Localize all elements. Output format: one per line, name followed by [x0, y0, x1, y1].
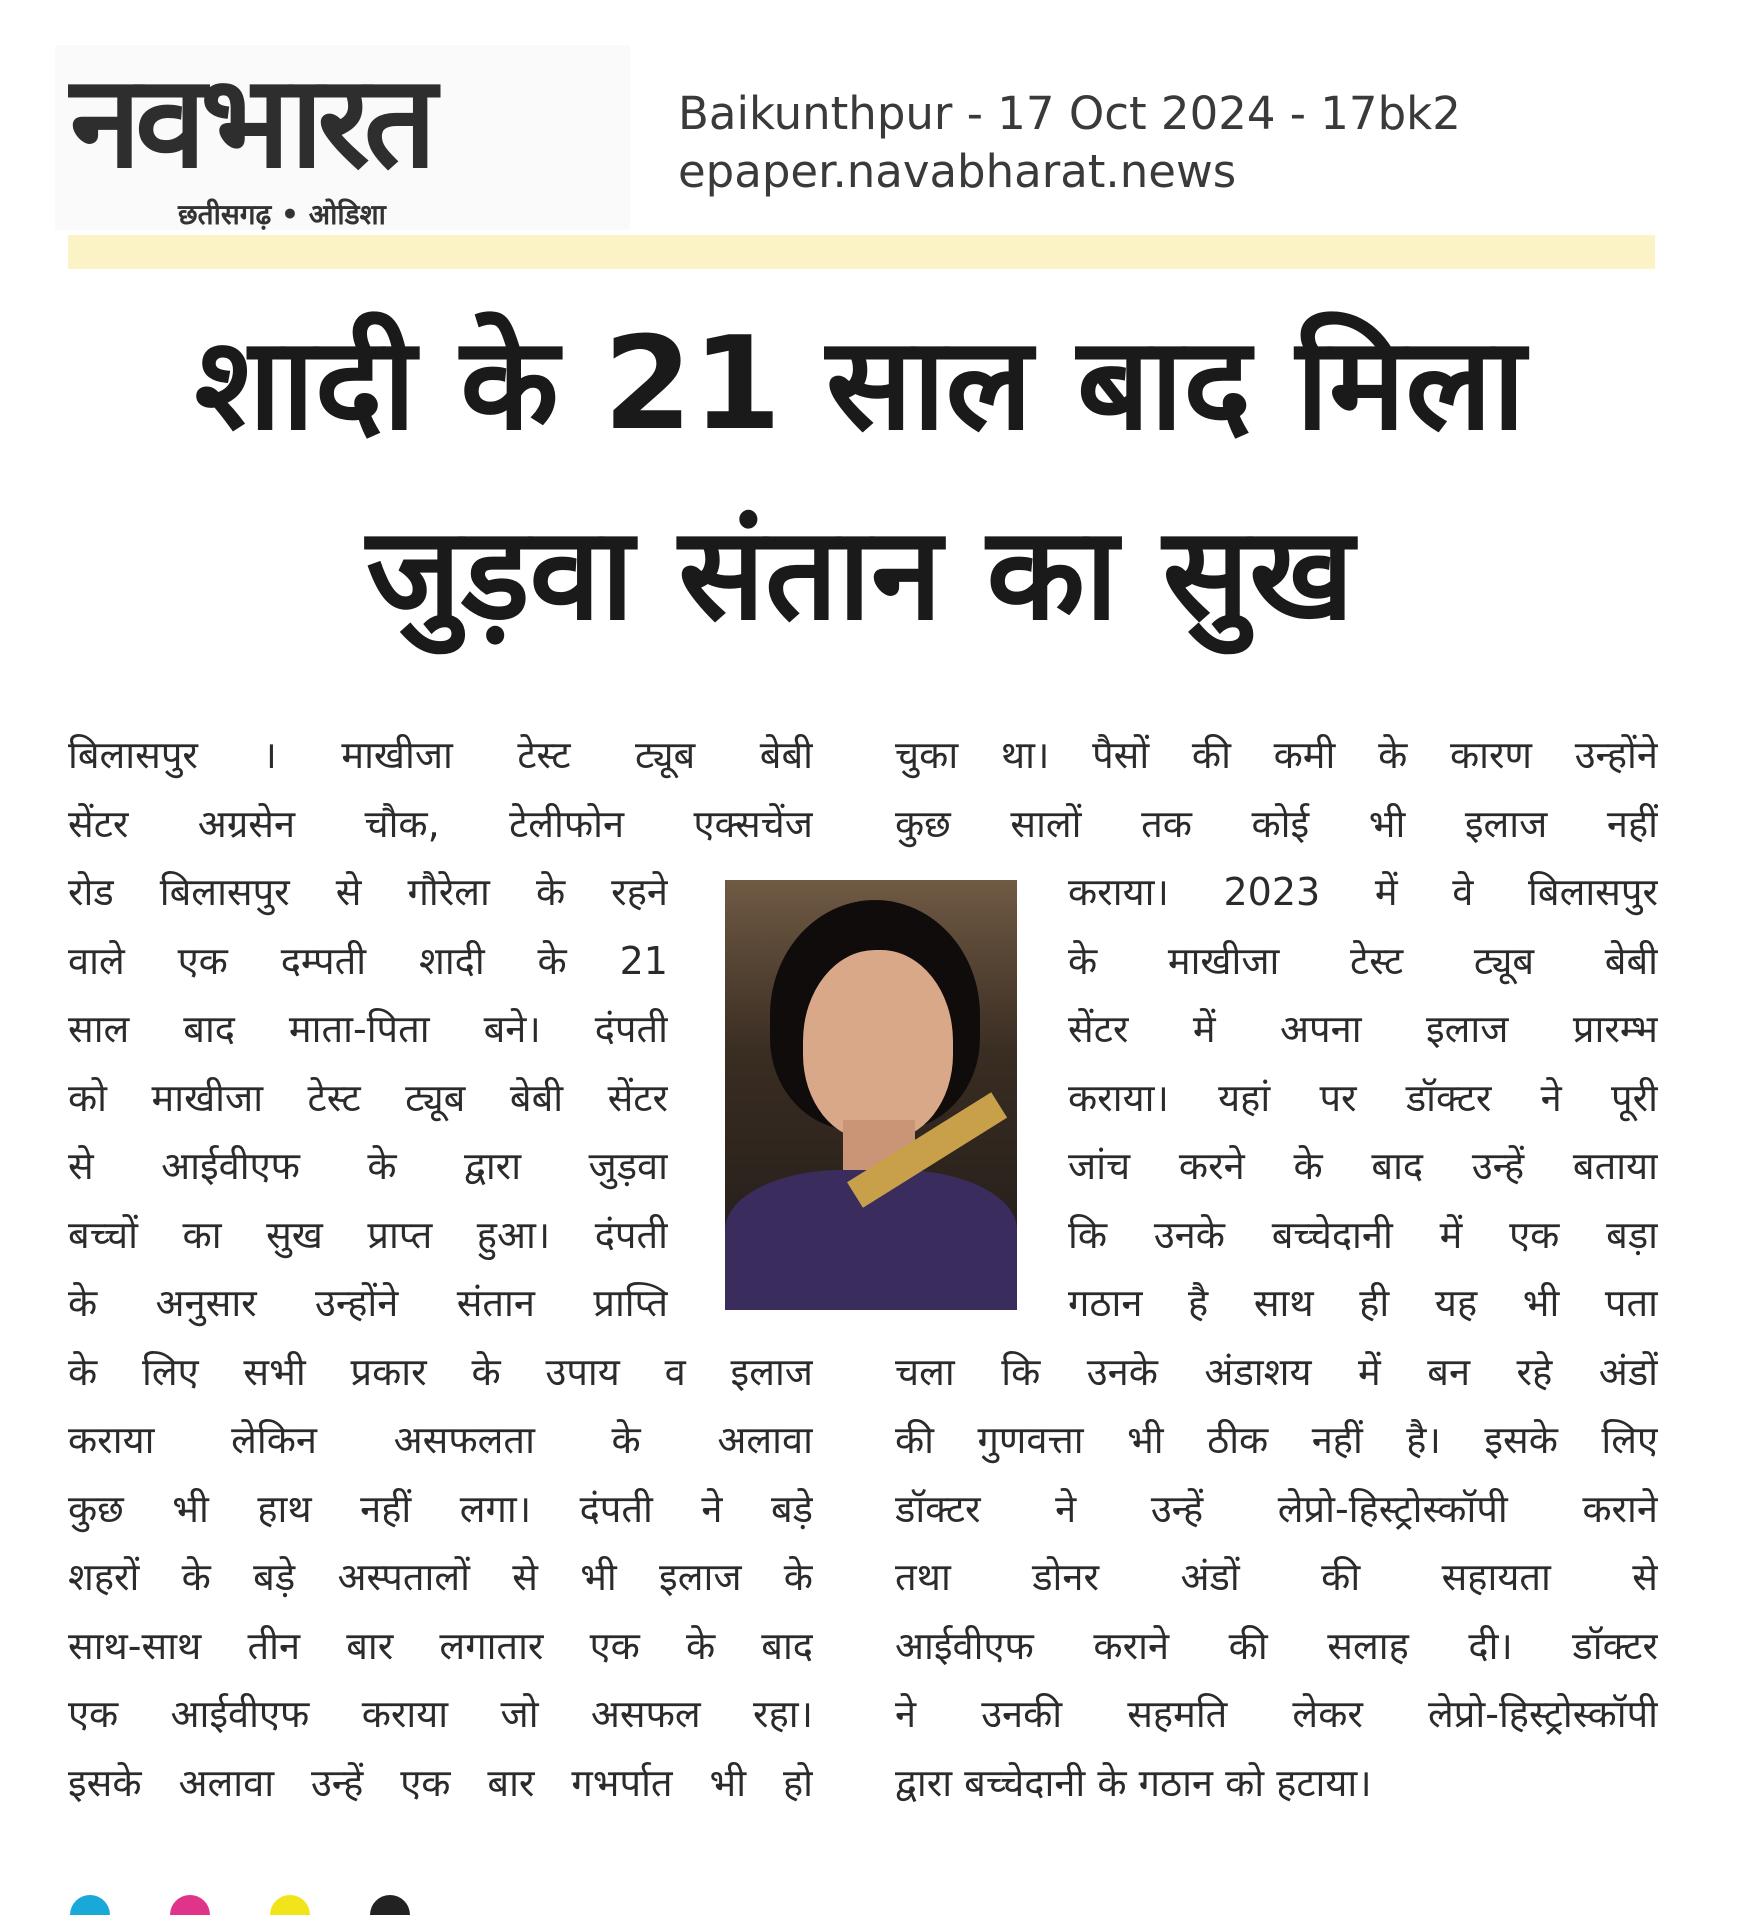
- article-line: बिलासपुर । माखीजा टेस्ट ट्यूब बेबी: [68, 733, 813, 777]
- logo-regions: छतीसगढ़ • ओडिशा: [178, 198, 386, 231]
- article-line: कि उनके बच्चेदानी में एक बड़ा: [1068, 1212, 1658, 1257]
- article-line: सेंटर में अपना इलाज प्रारम्भ: [1068, 1007, 1658, 1051]
- newspaper-logo: नवभारत: [70, 48, 431, 197]
- article-line: कुछ भी हाथ नहीं लगा। दंपती ने बड़े: [68, 1486, 813, 1531]
- article-line: एक आईवीएफ कराया जो असफल रहा।: [68, 1692, 813, 1736]
- photo-face: [803, 950, 953, 1140]
- yellow-band: [68, 235, 1655, 269]
- article-line: तथा डोनर अंडों की सहायता से: [895, 1555, 1658, 1599]
- registration-mark: [370, 1895, 410, 1915]
- article-line: कुछ सालों तक कोई भी इलाज नहीं: [895, 801, 1658, 846]
- article-line: आईवीएफ कराने की सलाह दी। डॉक्टर: [895, 1623, 1658, 1668]
- article-line: गठान है साथ ही यह भी पता: [1068, 1281, 1658, 1325]
- registration-mark: [270, 1895, 310, 1915]
- registration-mark: [170, 1895, 210, 1915]
- registration-mark: [70, 1895, 110, 1915]
- article-line: डॉक्टर ने उन्हें लेप्रो-हिस्ट्रोस्कॉपी कराने: [895, 1486, 1658, 1531]
- epaper-site: epaper.navabharat.news: [678, 145, 1237, 198]
- article-line: के माखीजा टेस्ट ट्यूब बेबी: [1068, 938, 1658, 983]
- article-line: साथ-साथ तीन बार लगातार एक के बाद: [68, 1623, 813, 1668]
- article-line: बच्चों का सुख प्राप्त हुआ। दंपती: [68, 1212, 668, 1257]
- article-line: से आईवीएफ के द्वारा जुड़वा: [68, 1144, 668, 1188]
- article-line: कराया लेकिन असफलता के अलावा: [68, 1418, 813, 1462]
- article-line: रोड बिलासपुर से गौरेला के रहने: [68, 870, 668, 914]
- article-line: चुका था। पैसों की कमी के कारण उन्होंने: [895, 733, 1658, 777]
- portrait-photo: [725, 880, 1017, 1310]
- headline-line-1: शादी के 21 साल बाद मिला: [194, 310, 1526, 459]
- article-line: इसके अलावा उन्हें एक बार गभर्पात भी हो: [68, 1760, 813, 1805]
- edition-info: [678, 85, 1461, 201]
- article-line: सेंटर अग्रसेन चौक, टेलीफोन एक्सचेंज: [68, 801, 813, 846]
- article-line: साल बाद माता-पिता बने। दंपती: [68, 1007, 668, 1051]
- article-line: के लिए सभी प्रकार के उपाय व इलाज: [68, 1349, 813, 1394]
- article-line: ने उनकी सहमति लेकर लेप्रो-हिस्ट्रोस्कॉपी: [895, 1692, 1658, 1736]
- headline-line-2: जुड़वा संतान का सुख: [366, 500, 1354, 649]
- article-line: शहरों के बड़े अस्पतालों से भी इलाज के: [68, 1555, 813, 1599]
- article-line: वाले एक दम्पती शादी के 21: [68, 938, 668, 983]
- article-line: द्वारा बच्चेदानी के गठान को हटाया।: [895, 1760, 1372, 1805]
- article-line: चला कि उनके अंडाशय में बन रहे अंडों: [895, 1349, 1658, 1394]
- article-line: जांच करने के बाद उन्हें बताया: [1068, 1144, 1658, 1188]
- article-line: कराया। यहां पर डॉक्टर ने पूरी: [1068, 1075, 1658, 1120]
- article-line: को माखीजा टेस्ट ट्यूब बेबी सेंटर: [68, 1075, 668, 1120]
- article-line: के अनुसार उन्होंने संतान प्राप्ति: [68, 1281, 668, 1325]
- article-line: की गुणवत्ता भी ठीक नहीं है। इसके लिए: [895, 1418, 1658, 1462]
- article-line: कराया। 2023 में वे बिलासपुर: [1068, 870, 1658, 914]
- edition-line: Baikunthpur - 17 Oct 2024 - 17bk2: [678, 87, 1461, 140]
